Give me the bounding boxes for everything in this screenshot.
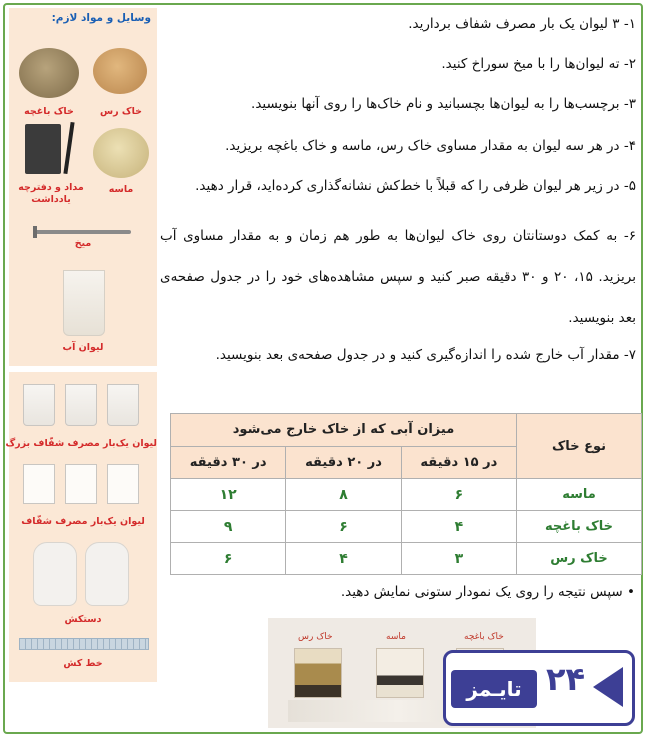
materials-title: وسایل و مواد لازم:: [51, 12, 151, 24]
material-label-water-glass: لیوان آب: [62, 342, 104, 353]
soil-name: ماسه: [517, 479, 642, 511]
material-label-clay: خاک رس: [99, 106, 143, 117]
step-6: ۶- به کمک دوستانتان روی خاک لیوان‌ها به طور هم زمان و به مقدار مساوی آب بریزید. ۱۵، ۲۰ و ۳۰ دقیقه صبر کنید و سپس مشاهده‌های خود را در جدول صفحه‌ی بعد بنویسید.: [160, 228, 636, 326]
value-20min: ۴: [286, 543, 401, 575]
logo-text: [451, 670, 537, 708]
nail-image: [35, 230, 131, 234]
photo-label-clay: خاک رس: [298, 632, 333, 642]
material-label-garden-soil: خاک باغچه: [24, 106, 74, 117]
value-20min: ۸: [286, 479, 401, 511]
value-30min: ۶: [171, 543, 286, 575]
site-logo[interactable]: [443, 650, 635, 726]
materials-panel-1: [9, 8, 157, 366]
step-2: ۲- ته لیوان‌ها را با میخ سوراخ کنید.: [441, 56, 636, 72]
small-cup-image: [107, 464, 139, 504]
nail-head: [33, 226, 37, 238]
clay-soil-image: [93, 48, 147, 94]
bar-chart-instruction: • سپس نتیجه را روی یک نمودار ستونی نمایش دهید.: [340, 584, 635, 600]
ruler-image: [19, 638, 149, 650]
notebook-image: [25, 124, 61, 174]
soil-name: خاک باغچه: [517, 511, 642, 543]
soil-type-header: نوع خاک: [517, 414, 642, 479]
large-cup-image: [23, 384, 55, 426]
materials-sidebar: [5, 8, 157, 682]
garden-soil-image: [19, 48, 79, 98]
logo-word: تایـمز: [466, 677, 522, 701]
value-15min: ۶: [401, 479, 516, 511]
logo-number: ۲۴: [545, 660, 585, 698]
step-5: ۵- در زیر هر لیوان ظرفی را که قبلاً با خط‌کش نشانه‌گذاری کرده‌اید، قرار دهید.: [195, 178, 636, 194]
materials-panel-2: [5, 372, 157, 682]
material-label-small-cups: لیوان یک‌بار مصرف شفّاف: [21, 516, 145, 527]
material-label-sand: ماسه: [108, 184, 134, 195]
water-glass-image: [63, 270, 105, 336]
step-1: ۱- ۳ لیوان یک بار مصرف شفاف بردارید.: [408, 16, 636, 32]
material-label-gloves: دستکش: [64, 614, 102, 625]
value-30min: ۱۲: [171, 479, 286, 511]
material-label-pencil-notebook: مداد و دفترچه یادداشت: [18, 182, 84, 205]
value-30min: ۹: [171, 511, 286, 543]
value-20min: ۶: [286, 511, 401, 543]
small-cup-image: [65, 464, 97, 504]
photo-label-garden: خاک باغچه: [464, 632, 504, 642]
time-header-30: در ۳۰ دقیقه: [171, 446, 286, 479]
gloves-image: [33, 542, 77, 606]
material-label-large-cups: لیوان یک‌بار مصرف شفّاف بزرگ: [5, 438, 157, 449]
pencil-image: [63, 122, 74, 174]
step-7: ۷- مقدار آب خارج شده را اندازه‌گیری کنید و در جدول صفحه‌ی بعد بنویسید.: [215, 347, 636, 363]
table-row: [171, 479, 642, 511]
step-3: ۳- برچسب‌ها را به لیوان‌ها بچسبانید و نام خاک‌ها را روی آنها بنویسید.: [251, 96, 636, 112]
time-header-20: در ۲۰ دقیقه: [286, 446, 401, 479]
soil-name: خاک رس: [517, 543, 642, 575]
bullet-text: سپس نتیجه را روی یک نمودار ستونی نمایش دهید.: [340, 584, 623, 600]
photo-label-sand: ماسه: [386, 632, 406, 642]
table-row: [171, 543, 642, 575]
large-cup-image: [107, 384, 139, 426]
material-label-nail: میخ: [74, 238, 92, 249]
sand-image: [93, 128, 149, 178]
step-4: ۴- در هر سه لیوان به مقدار مساوی خاک رس، ماسه و خاک باغچه بریزید.: [225, 138, 636, 154]
time-header-15: در ۱۵ دقیقه: [401, 446, 516, 479]
table-row: [171, 511, 642, 543]
value-15min: ۳: [401, 543, 516, 575]
cup-sand-image: [376, 648, 424, 698]
gloves-image: [85, 542, 129, 606]
value-15min: ۴: [401, 511, 516, 543]
water-output-header: میزان آبی که از خاک خارج می‌شود: [171, 414, 517, 447]
large-cup-image: [65, 384, 97, 426]
results-table: [170, 413, 642, 575]
cup-clay-image: [294, 648, 342, 698]
small-cup-image: [23, 464, 55, 504]
play-arrow-icon: [593, 667, 623, 707]
material-label-ruler: خط کش: [63, 658, 103, 669]
